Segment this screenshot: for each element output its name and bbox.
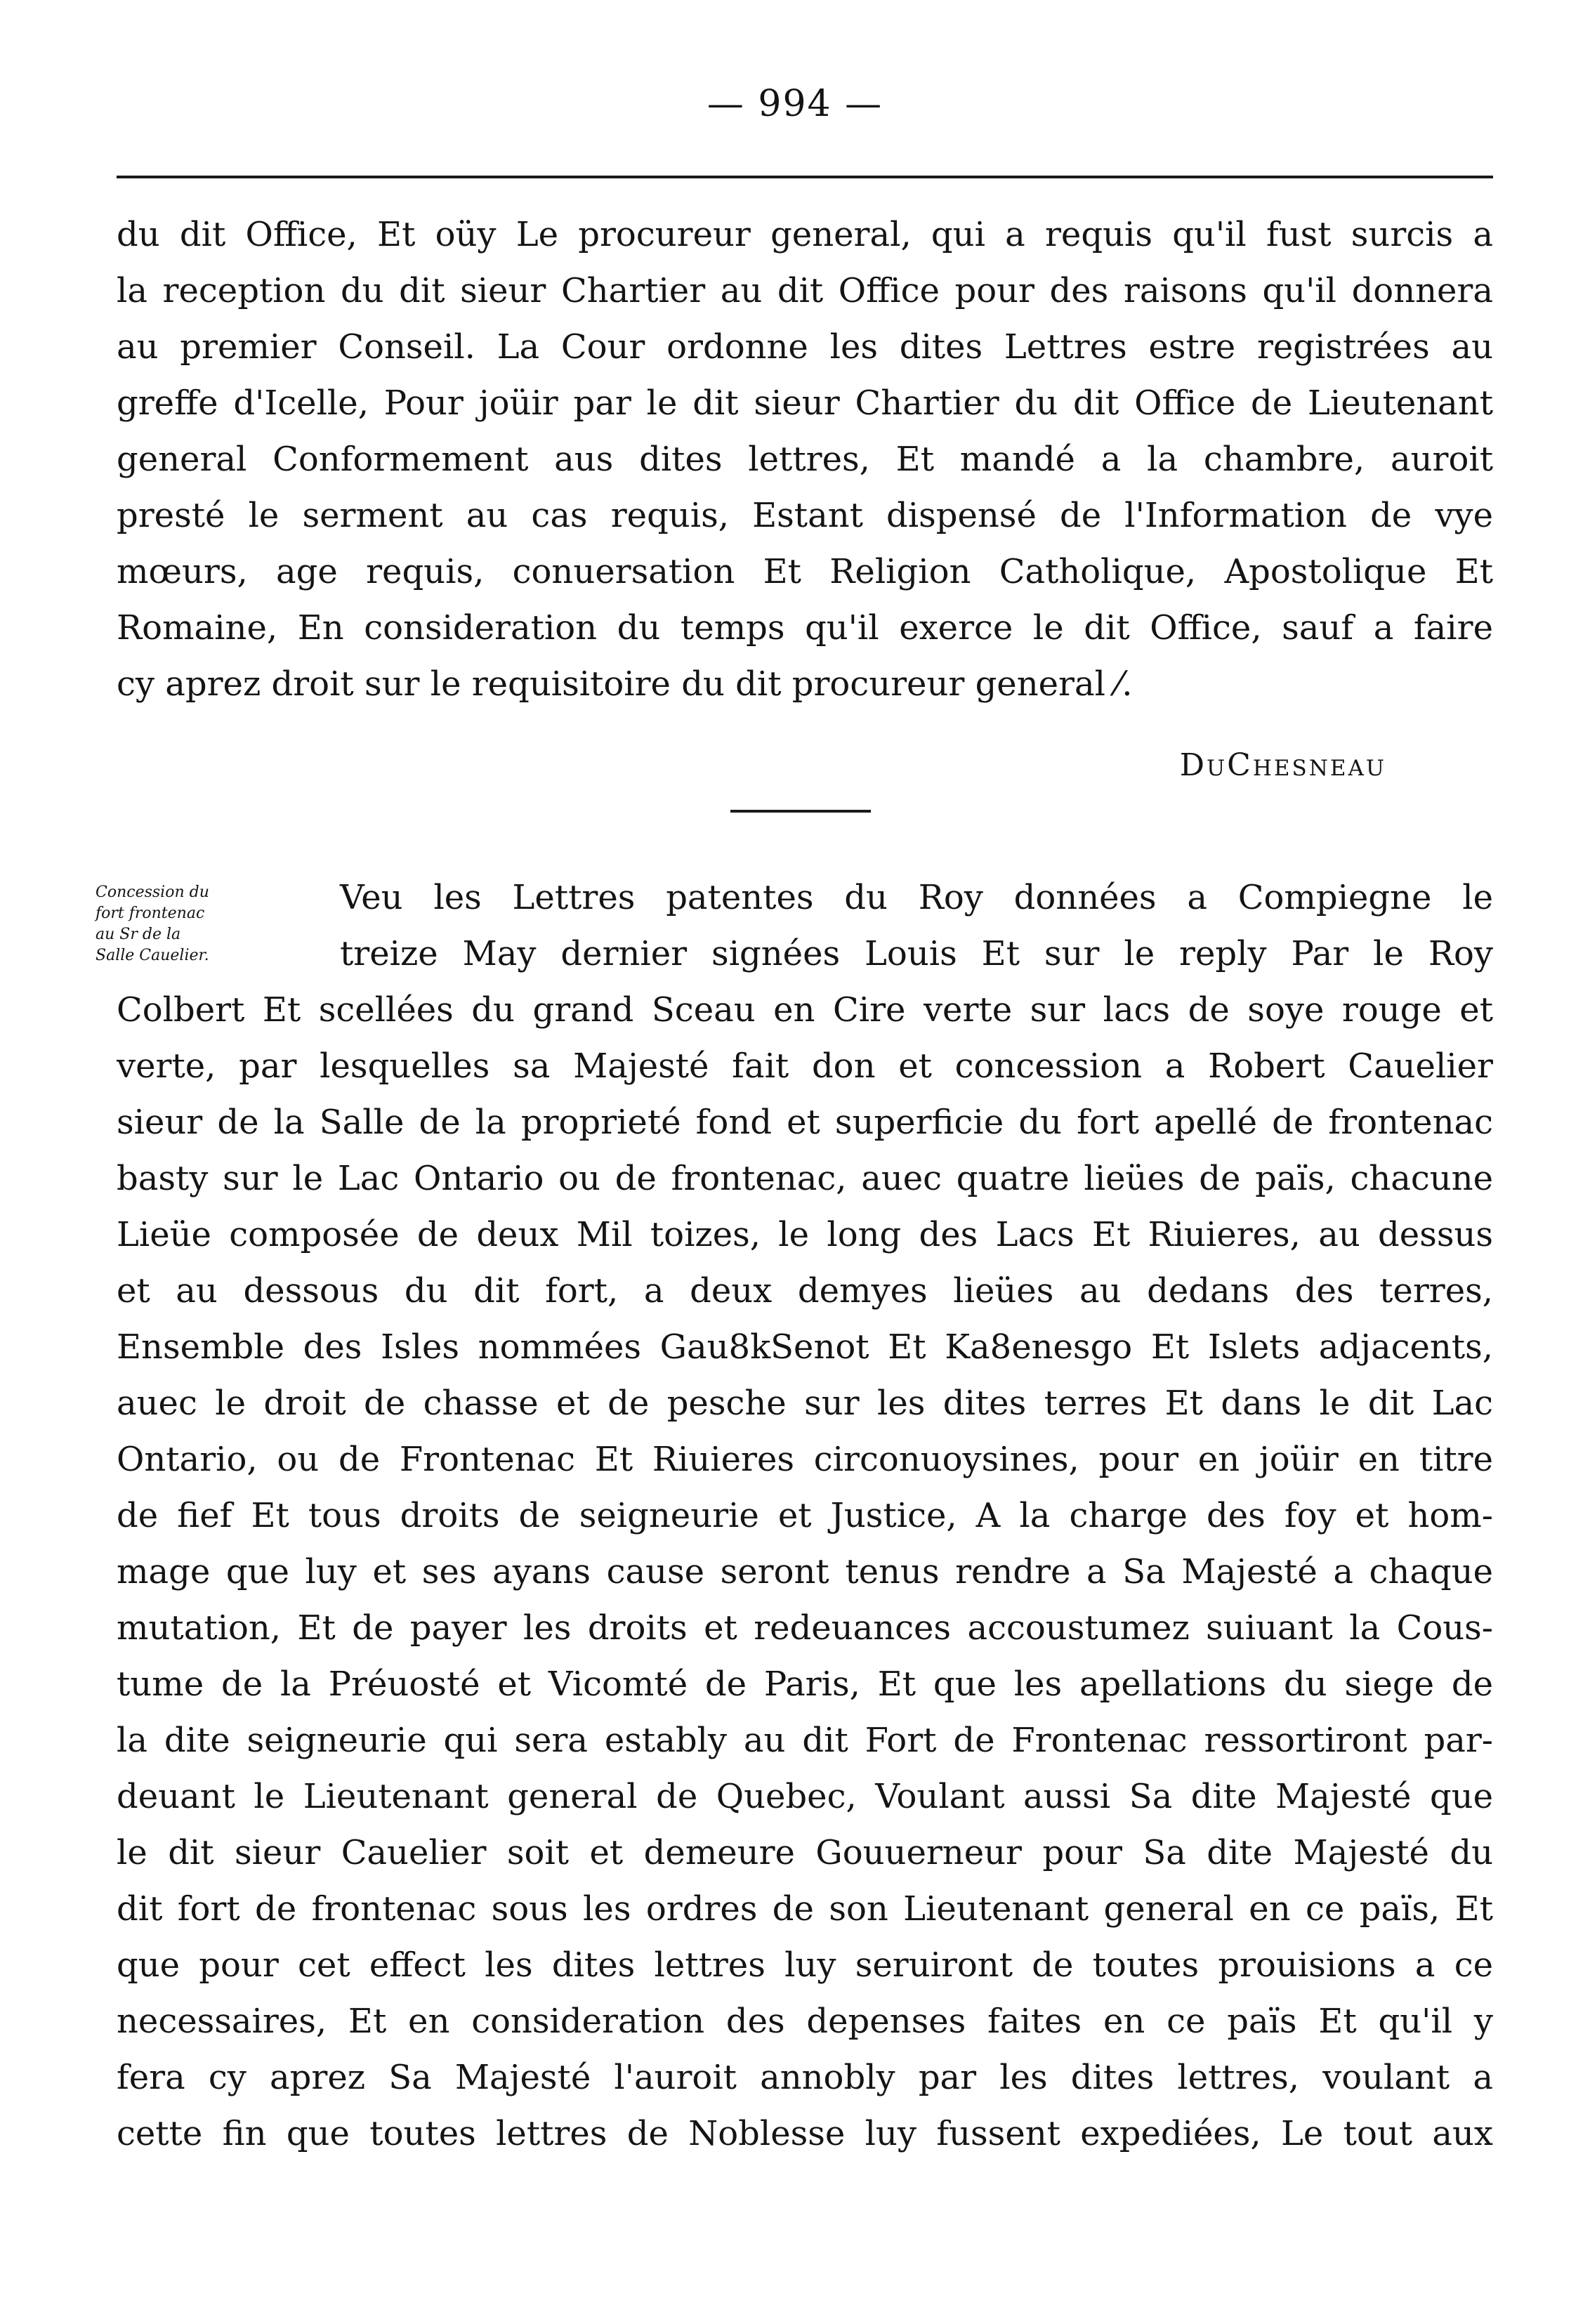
text-line: auec le droit de chasse et de pesche sur les dites terres Et dans le dit Lac (117, 1384, 1493, 1423)
text-line: verte, par lesquelles sa Majesté fait don et concession a Robert Cauelier (117, 1046, 1493, 1086)
margin-note-line: fort frontenac (96, 905, 205, 922)
text-line: la reception du dit sieur Chartier au dit Office pour des raisons qu'il donnera (117, 271, 1493, 310)
text-line: presté le serment au cas requis, Estant dispensé de l'Information de vye (117, 496, 1493, 535)
text-line: le dit sieur Cauelier soit et demeure Gouuerneur pour Sa dite Majesté du (117, 1833, 1493, 1872)
signature: DuChesneau (1179, 747, 1386, 783)
text-line: Romaine, En consideration du temps qu'il exerce le dit Office, sauf a faire (117, 608, 1493, 648)
text-line: et au dessous du dit fort, a deux demyes lieües au dedans des terres, (117, 1271, 1493, 1311)
text-line: mutation, Et de payer les droits et redeuances accoustumez suiuant la Cous- (117, 1608, 1493, 1648)
text-line: mage que luy et ses ayans cause seront tenus rendre a Sa Majesté a chaque (117, 1552, 1493, 1591)
text-line: greffe d'Icelle, Pour joüir par le dit sieur Chartier du dit Office de Lieutenant (117, 383, 1493, 423)
text-line: Veu les Lettres patentes du Roy données a Compiegne le (340, 878, 1493, 917)
text-line: general Conformement aus dites lettres, Et mandé a la chambre, auroit (117, 440, 1493, 479)
first-section (117, 206, 1493, 712)
text-line: du dit Office, Et oüy Le procureur general, qui a requis qu'il fust surcis a (117, 215, 1493, 254)
text-line: deuant le Lieutenant general de Quebec, Voulant aussi Sa dite Majesté que (117, 1777, 1493, 1816)
margin-note-line: Salle Cauelier. (96, 947, 209, 964)
text-line: Colbert Et scellées du grand Sceau en Cire verte sur lacs de soye rouge et (117, 990, 1493, 1030)
second-section (117, 869, 1493, 2162)
text-line: basty sur le Lac Ontario ou de frontenac, auec quatre lieües de païs, chacune (117, 1159, 1493, 1198)
margin-note-line: Concession du (96, 884, 209, 901)
text-line: Ontario, ou de Frontenac Et Riuieres circonuoysines, pour en joüir en titre (117, 1440, 1493, 1479)
page-number: — 994 — (707, 83, 883, 125)
text-line: Lieüe composée de deux Mil toizes, le long des Lacs Et Riuieres, au dessus (117, 1215, 1493, 1254)
text-line: treize May dernier signées Louis Et sur le reply Par le Roy (340, 934, 1493, 973)
text-line: sieur de la Salle de la proprieté fond et superficie du fort apellé de frontenac (117, 1103, 1493, 1142)
text-line: au premier Conseil. La Cour ordonne les dites Lettres estre registrées au (117, 327, 1493, 367)
text-line: cette fin que toutes lettres de Noblesse luy fussent expediées, Le tout aux (117, 2114, 1493, 2153)
text-line: necessaires, Et en consideration des depenses faites en ce païs Et qu'il y (117, 2002, 1493, 2041)
text-line: que pour cet effect les dites lettres luy seruiront de toutes prouisions a ce (117, 1945, 1493, 1985)
margin-note-line: au Sr de la (96, 926, 181, 943)
section-divider (730, 810, 871, 813)
header-rule (117, 176, 1493, 178)
text-line: dit fort de frontenac sous les ordres de son Lieutenant general en ce païs, Et (117, 1889, 1493, 1929)
text-line: mœurs, age requis, conuersation Et Religion Catholique, Apostolique Et (117, 552, 1493, 591)
text-line: la dite seigneurie qui sera estably au dit Fort de Frontenac ressortiront par- (117, 1721, 1493, 1760)
text-line: cy aprez droit sur le requisitoire du dit procureur general ⁄. (117, 664, 1133, 704)
text-line: Ensemble des Isles nommées Gau8kSenot Et Ka8enesgo Et Islets adjacents, (117, 1327, 1493, 1367)
text-line: de fief Et tous droits de seigneurie et Justice, A la charge des foy et hom- (117, 1496, 1493, 1535)
text-line: fera cy aprez Sa Majesté l'auroit annobly par les dites lettres, voulant a (117, 2058, 1493, 2097)
text-line: tume de la Préuosté et Vicomté de Paris, Et que les apellations du siege de (117, 1665, 1493, 1704)
